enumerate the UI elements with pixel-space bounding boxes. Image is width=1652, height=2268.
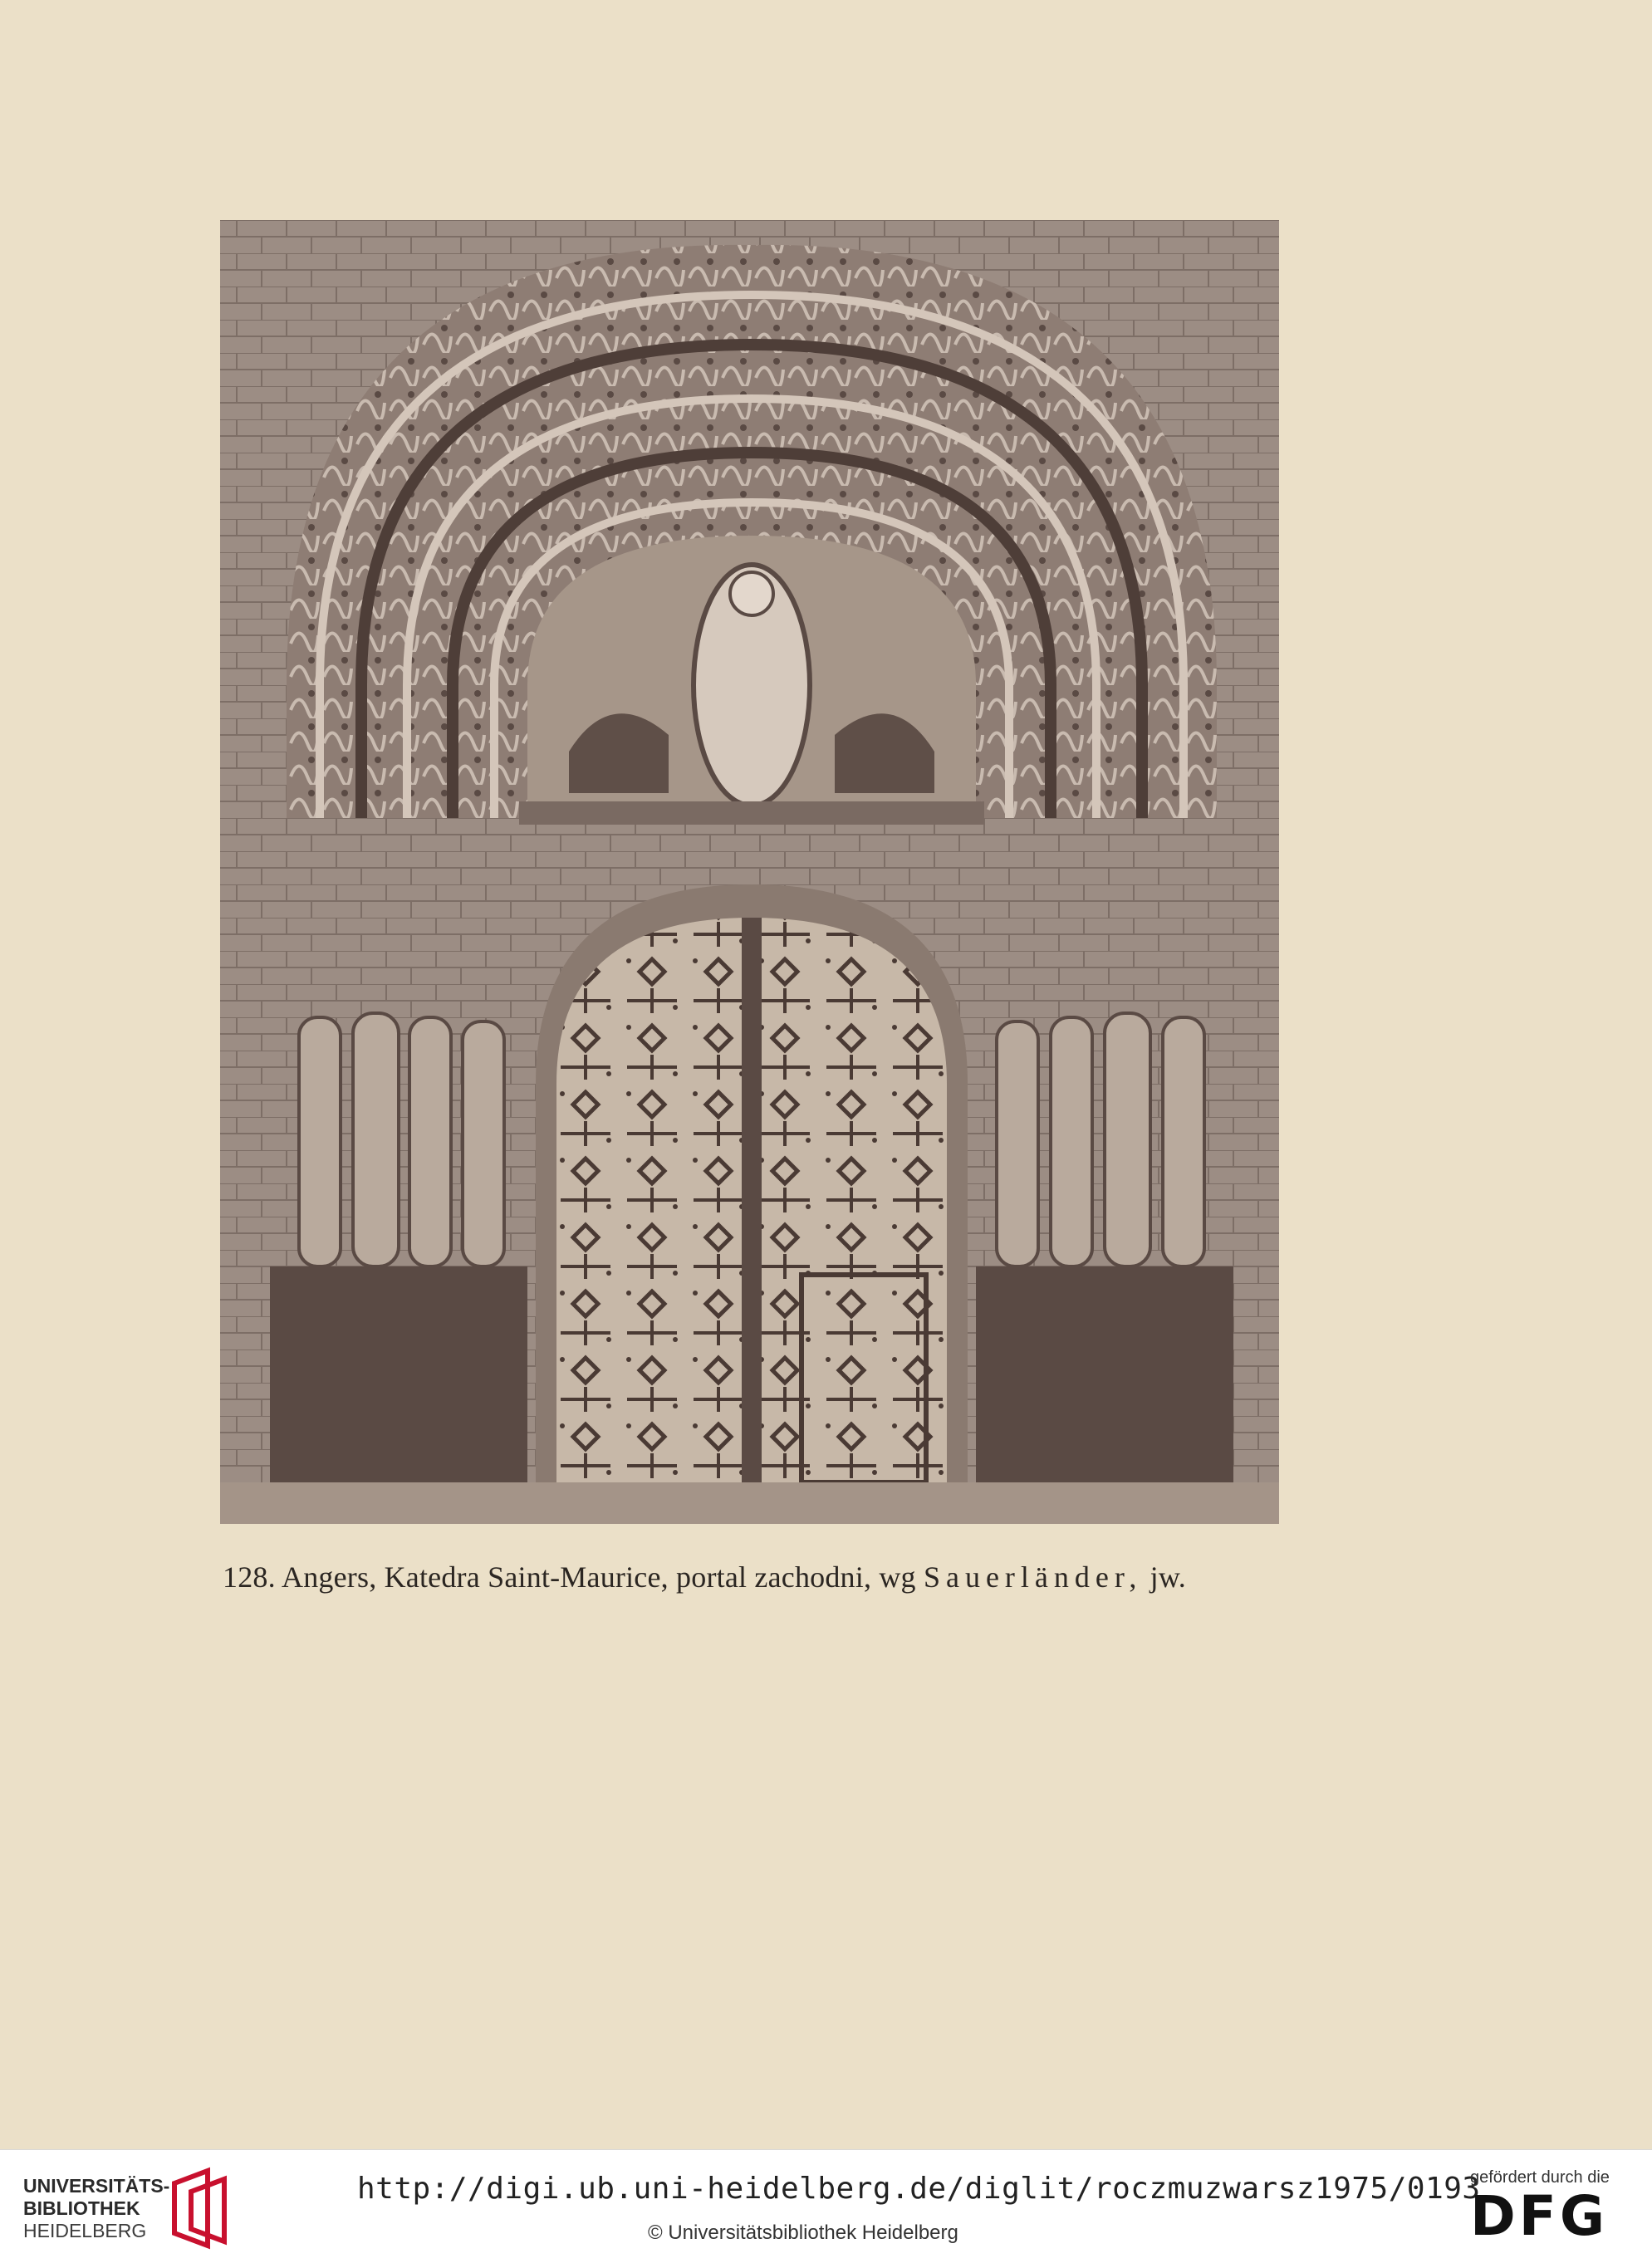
funder-logo	[1470, 2168, 1610, 2246]
cathedral-portal-photo	[220, 220, 1279, 1524]
footer-bar	[0, 2149, 1652, 2268]
funded-by-label: gefördert durch die	[1470, 2168, 1610, 2187]
library-line-1: UNIVERSITÄTS-	[23, 2175, 170, 2197]
library-mark-icon	[166, 2167, 233, 2250]
library-line-3: HEIDELBERG	[23, 2220, 147, 2241]
copyright-notice: © Universitätsbibliothek Heidelberg	[648, 2221, 958, 2244]
portal-illustration	[220, 220, 1279, 1524]
caption-prefix: 128. Angers, Katedra Saint-Maurice, portal zachodni, wg	[223, 1560, 916, 1594]
figure-caption	[223, 1560, 1302, 1594]
dfg-logo-icon: DFG	[1470, 2184, 1609, 2248]
library-logo-text	[23, 2175, 169, 2242]
caption-suffix: jw.	[1150, 1560, 1186, 1594]
caption-author: Sauerländer,	[923, 1560, 1143, 1594]
document-url-link[interactable]: http://digi.ub.uni-heidelberg.de/diglit/roczmuzwarsz1975/0193	[357, 2172, 1481, 2206]
library-line-2: BIBLIOTHEK	[23, 2197, 140, 2219]
